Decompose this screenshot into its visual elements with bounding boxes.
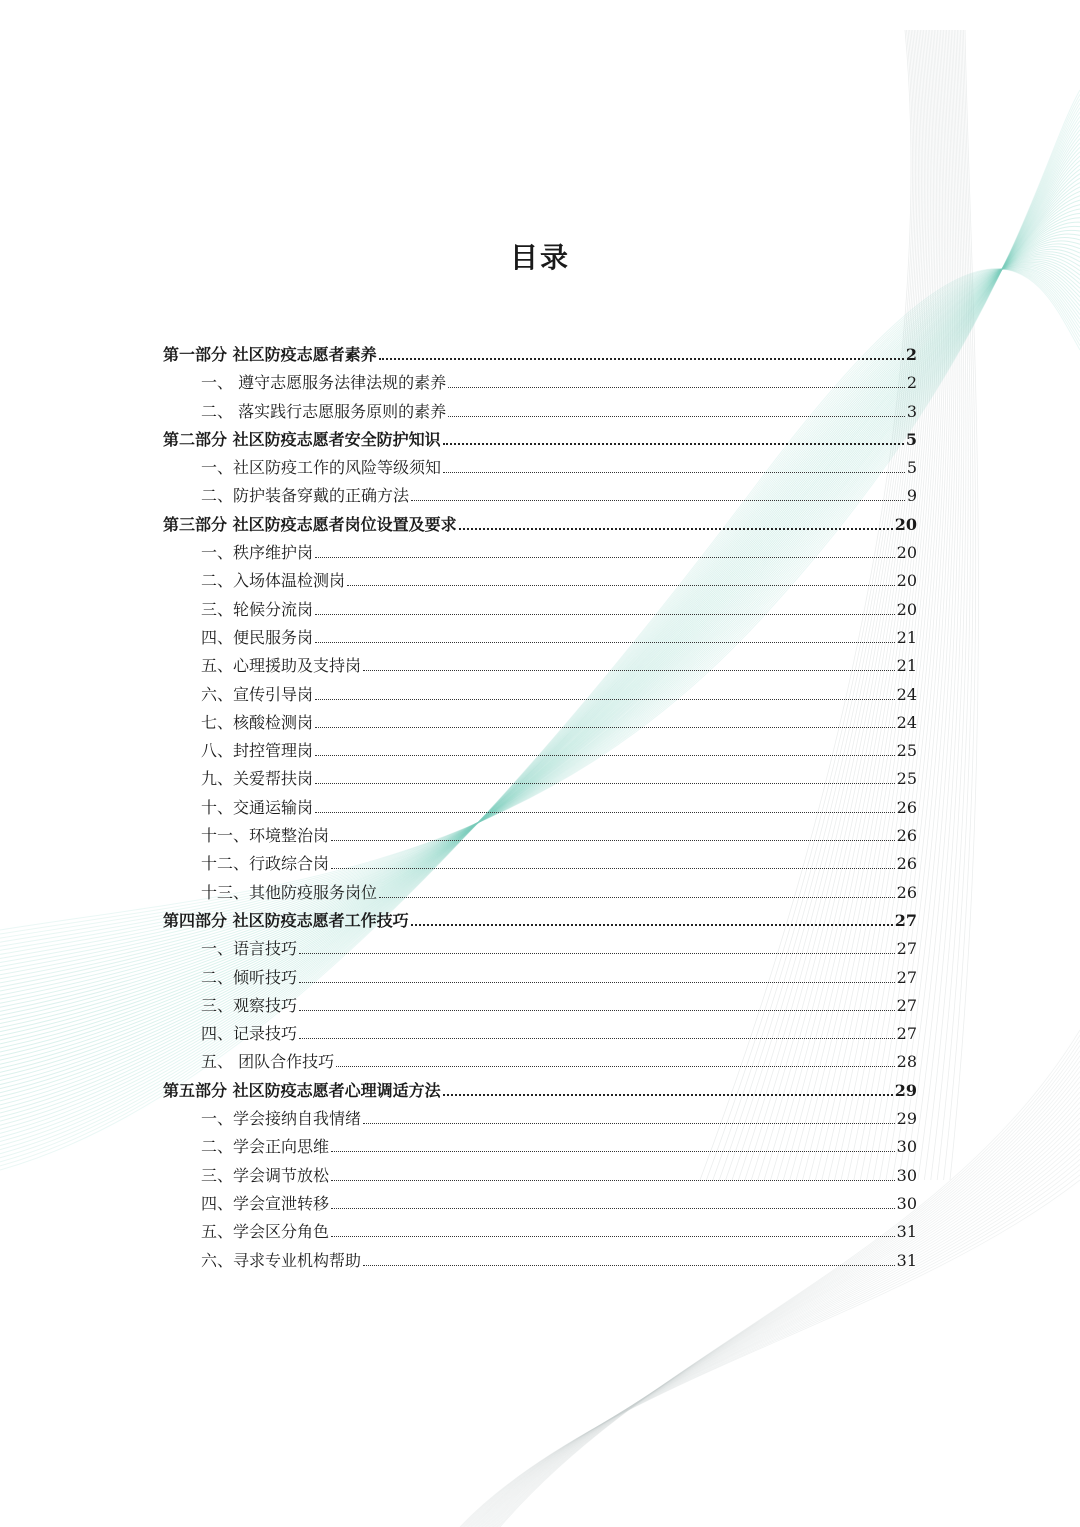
toc-entry-title: 七、核酸检测岗 — [201, 712, 314, 732]
toc-page-number: 20 — [896, 543, 917, 563]
toc-page-number: 24 — [896, 684, 917, 704]
dot-leader — [299, 1032, 895, 1039]
toc-page-number: 27 — [896, 995, 917, 1015]
toc-entry-title: 四、记录技巧 — [201, 1024, 298, 1044]
toc-item[interactable] — [163, 1247, 917, 1275]
toc-section[interactable] — [163, 1077, 917, 1105]
toc-item[interactable] — [163, 567, 917, 595]
toc-entry-title: 六、寻求专业机构帮助 — [201, 1250, 362, 1270]
toc-section[interactable] — [163, 511, 917, 539]
toc-item[interactable] — [163, 709, 917, 737]
toc-entry-title: 第三部分 社区防疫志愿者岗位设置及要求 — [163, 514, 457, 534]
toc-page-number: 5 — [906, 458, 917, 478]
toc-page-number: 27 — [896, 1024, 917, 1044]
toc-page-number: 29 — [894, 1080, 917, 1100]
toc-page-number: 30 — [896, 1165, 917, 1185]
toc-page-number: 24 — [896, 712, 917, 732]
toc-page-number: 21 — [896, 627, 917, 647]
toc-page-number: 26 — [896, 797, 917, 817]
toc-entry-title: 五、学会区分角色 — [201, 1222, 330, 1242]
toc-entry-title: 三、轮候分流岗 — [201, 599, 314, 619]
toc-section[interactable] — [163, 907, 917, 935]
toc-page-number: 2 — [906, 373, 917, 393]
table-of-contents — [163, 341, 917, 1275]
toc-item[interactable] — [163, 369, 917, 397]
page-title: 目录 — [509, 241, 570, 274]
dot-leader — [315, 721, 895, 728]
toc-page-number: 28 — [896, 1052, 917, 1072]
toc-page-number: 31 — [896, 1222, 917, 1242]
toc-entry-title: 五、心理援助及支持岗 — [201, 656, 362, 676]
toc-page-number: 27 — [896, 939, 917, 959]
toc-entry-title: 第五部分 社区防疫志愿者心理调适方法 — [163, 1080, 441, 1100]
toc-item[interactable] — [163, 482, 917, 510]
toc-page-number: 25 — [896, 741, 917, 761]
dot-leader — [299, 947, 895, 954]
toc-page-number: 25 — [896, 769, 917, 789]
toc-item[interactable] — [163, 539, 917, 567]
toc-section[interactable] — [163, 426, 917, 454]
toc-page-number: 26 — [896, 854, 917, 874]
toc-entry-title: 四、便民服务岗 — [201, 627, 314, 647]
dot-leader — [315, 608, 895, 615]
dot-leader — [315, 636, 895, 643]
toc-entry-title: 二、倾听技巧 — [201, 967, 298, 987]
toc-entry-title: 八、封控管理岗 — [201, 741, 314, 761]
toc-item[interactable] — [163, 765, 917, 793]
toc-entry-title: 十一、环境整治岗 — [201, 826, 330, 846]
toc-entry-title: 一、秩序维护岗 — [201, 543, 314, 563]
toc-item[interactable] — [163, 935, 917, 963]
dot-leader — [315, 806, 895, 813]
toc-entry-title: 二、学会正向思维 — [201, 1137, 330, 1157]
dot-leader — [336, 1060, 895, 1067]
toc-entry-title: 十三、其他防疫服务岗位 — [201, 882, 378, 902]
dot-leader — [443, 466, 905, 473]
dot-leader — [347, 579, 895, 586]
toc-item[interactable] — [163, 1162, 917, 1190]
toc-page-number: 27 — [894, 910, 917, 930]
toc-item[interactable] — [163, 624, 917, 652]
toc-entry-title: 十、交通运输岗 — [201, 797, 314, 817]
toc-page-number: 31 — [896, 1250, 917, 1270]
toc-page-number: 3 — [906, 401, 917, 421]
toc-item[interactable] — [163, 1218, 917, 1246]
toc-entry-title: 一、社区防疫工作的风险等级须知 — [201, 458, 442, 478]
dot-leader — [299, 1004, 895, 1011]
toc-entry-title: 一、 遵守志愿服务法律法规的素养 — [201, 373, 447, 393]
toc-section[interactable] — [163, 341, 917, 369]
dot-leader — [315, 693, 895, 700]
toc-page-number: 30 — [896, 1193, 917, 1213]
toc-item[interactable] — [163, 1048, 917, 1076]
toc-item[interactable] — [163, 596, 917, 624]
wave-line — [918, 30, 966, 1180]
toc-entry-title: 四、学会宣泄转移 — [201, 1193, 330, 1213]
dot-leader — [363, 1117, 895, 1124]
toc-item[interactable] — [163, 1133, 917, 1161]
toc-item[interactable] — [163, 794, 917, 822]
dot-leader — [331, 1145, 895, 1152]
toc-item[interactable] — [163, 850, 917, 878]
toc-entry-title: 第四部分 社区防疫志愿者工作技巧 — [163, 910, 409, 930]
dot-leader — [331, 834, 895, 841]
dot-leader — [411, 494, 905, 501]
dot-leader — [315, 777, 895, 784]
dot-leader — [331, 862, 895, 869]
dot-leader — [448, 381, 905, 388]
toc-item[interactable] — [163, 1020, 917, 1048]
dot-leader — [331, 1174, 895, 1181]
dot-leader — [443, 1088, 893, 1096]
toc-item[interactable] — [163, 964, 917, 992]
toc-page-number: 21 — [896, 656, 917, 676]
toc-entry-title: 五、 团队合作技巧 — [201, 1052, 335, 1072]
dot-leader — [363, 1259, 895, 1266]
toc-item[interactable] — [163, 652, 917, 680]
toc-item[interactable] — [163, 737, 917, 765]
toc-page-number: 20 — [896, 599, 917, 619]
toc-item[interactable] — [163, 879, 917, 907]
toc-entry-title: 第一部分 社区防疫志愿者素养 — [163, 345, 377, 364]
dot-leader — [299, 976, 895, 983]
toc-page-number: 9 — [906, 486, 917, 506]
toc-entry-title: 第二部分 社区防疫志愿者安全防护知识 — [163, 429, 441, 449]
dot-leader — [459, 522, 893, 530]
toc-entry-title: 三、观察技巧 — [201, 995, 298, 1015]
toc-item[interactable] — [163, 681, 917, 709]
toc-entry-title: 二、入场体温检测岗 — [201, 571, 346, 591]
toc-entry-title: 十二、行政综合岗 — [201, 854, 330, 874]
toc-entry-title: 九、关爱帮扶岗 — [201, 769, 314, 789]
toc-item[interactable] — [163, 822, 917, 850]
dot-leader — [315, 551, 895, 558]
toc-item[interactable] — [163, 1190, 917, 1218]
toc-item[interactable] — [163, 992, 917, 1020]
dot-leader — [443, 437, 904, 445]
toc-page-number: 29 — [896, 1109, 917, 1129]
toc-page-number: 30 — [896, 1137, 917, 1157]
toc-page-number: 26 — [896, 826, 917, 846]
toc-item[interactable] — [163, 454, 917, 482]
dot-leader — [363, 664, 895, 671]
toc-entry-title: 二、 落实践行志愿服务原则的素养 — [201, 401, 447, 421]
dot-leader — [315, 749, 895, 756]
toc-entry-title: 六、宣传引导岗 — [201, 684, 314, 704]
toc-entry-title: 二、防护装备穿戴的正确方法 — [201, 486, 410, 506]
toc-entry-title: 一、学会接纳自我情绪 — [201, 1109, 362, 1129]
toc-page-number: 20 — [894, 514, 917, 534]
dot-leader — [411, 918, 893, 926]
toc-page-number: 26 — [896, 882, 917, 902]
dot-leader — [379, 891, 895, 898]
dot-leader — [331, 1230, 895, 1237]
toc-page-number: 2 — [905, 345, 917, 364]
toc-page-number: 5 — [905, 429, 917, 449]
dot-leader — [379, 352, 904, 360]
dot-leader — [448, 410, 905, 417]
toc-item[interactable] — [163, 1105, 917, 1133]
dot-leader — [331, 1202, 895, 1209]
toc-entry-title: 一、语言技巧 — [201, 939, 298, 959]
toc-page-number: 20 — [896, 571, 917, 591]
toc-page-number: 27 — [896, 967, 917, 987]
toc-item[interactable] — [163, 398, 917, 426]
toc-entry-title: 三、学会调节放松 — [201, 1165, 330, 1185]
